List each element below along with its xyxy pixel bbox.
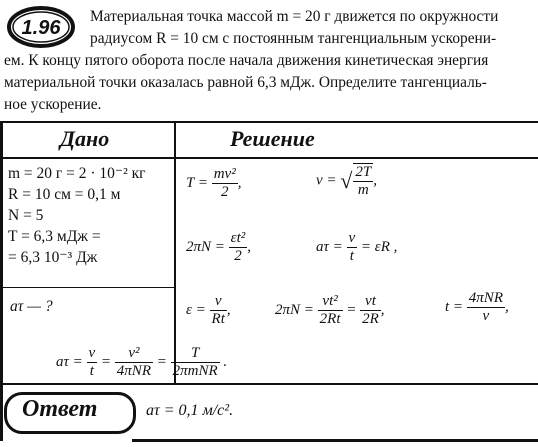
table-header-rule [0, 157, 538, 159]
given-line: = 6,3 10⁻³ Дж [8, 249, 98, 266]
answer-rule [132, 439, 538, 442]
problem-statement-top [90, 6, 534, 50]
given-line: R = 10 см = 0,1 м [8, 186, 121, 203]
problem-line: радиусом R = 10 см с постоянным тангенциальным ускорени- [90, 30, 497, 47]
given-header: Дано [60, 126, 110, 151]
answer-label: Ответ [22, 396, 98, 422]
table-column-divider [174, 121, 176, 383]
formula-tangential-acceleration: aτ = $\frac{v}{t}$ = εR , [316, 230, 398, 264]
given-unknown-rule [0, 287, 176, 288]
given-list [8, 163, 146, 268]
given-line: T = 6,3 мДж = [8, 228, 101, 245]
formula-final-acceleration: aτ = $\frac{v}{t}$ = $\frac{\text{v²}}{\text{4πNR}}$ = $\frac{T}{\text{2πmNR}}$ . [56, 345, 228, 379]
given-unknown: aτ — ? [10, 298, 53, 315]
formula-velocity: v = √ $\frac{2T}{m}$ , [316, 164, 377, 198]
table-top-rule [0, 121, 538, 123]
problem-line: материальной точки оказалась равной 6,3 мДж. Определите тангенциаль- [4, 74, 487, 91]
problem-number-oval [3, 3, 83, 53]
problem-number: 1.96 [21, 17, 61, 39]
formula-time: t = $\frac{\text{4πNR}}{v}$ , [445, 290, 509, 324]
given-line: N = 5 [8, 207, 44, 224]
solution-header: Решение [230, 126, 315, 151]
given-line: m = 20 г = 2 · 10⁻² кг [8, 165, 146, 182]
formula-revolutions-substituted: 2πN = $\frac{\text{vt²}}{2Rt}$ = $\frac{vt}{2R}$ , [275, 293, 385, 327]
problem-line: ем. К концу пятого оборота после начала движения кинетическая энергия [4, 52, 489, 69]
problem-statement-rest [4, 50, 534, 116]
formula-angular-acceleration: ε = $\frac{v}{Rt}$ , [186, 293, 231, 327]
answer-value: aτ = 0,1 м/с². [146, 402, 234, 419]
table-bottom-rule [0, 383, 538, 385]
problem-line: ное ускорение. [4, 96, 102, 113]
problem-line: Материальная точка массой m = 20 г движется по окружности [90, 8, 499, 25]
left-page-edge [0, 121, 3, 441]
problem-number-badge [3, 3, 83, 53]
formula-kinetic-energy: T = $\frac{\text{mv²}}{2}$ , [186, 166, 242, 200]
formula-revolutions: 2πN = $\frac{\text{εt²}}{2}$ , [186, 230, 251, 264]
